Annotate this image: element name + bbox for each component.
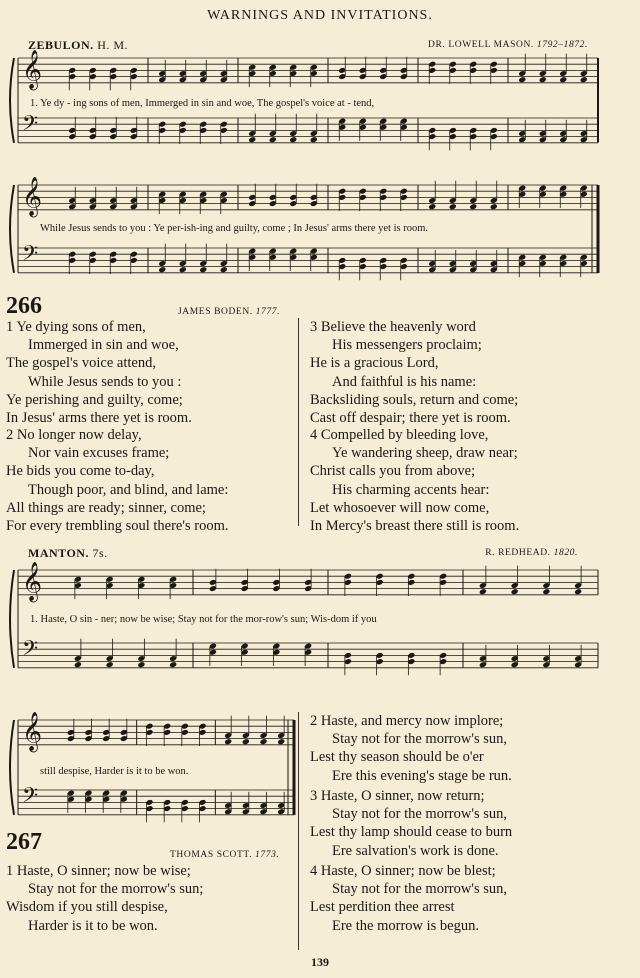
stanza-line: In Jesus' arms there yet is room. xyxy=(6,410,192,427)
bass-clef: 𝄢 xyxy=(22,783,38,813)
composer-dates: 1792–1872. xyxy=(536,40,588,50)
note-head xyxy=(479,588,487,595)
note-head xyxy=(106,661,114,668)
stanza-line: Christ calls you from above; xyxy=(310,463,476,480)
note-head xyxy=(289,136,297,143)
author-year: 1773. xyxy=(255,850,280,860)
note-head xyxy=(449,203,457,210)
stanza-266-4 xyxy=(310,426,519,535)
treble-clef: 𝄞 xyxy=(22,711,43,752)
column-divider xyxy=(298,712,299,950)
tune-composer-manton xyxy=(485,548,578,558)
note-head xyxy=(179,266,187,273)
note-head xyxy=(248,136,256,143)
tune-meter: 7s. xyxy=(92,546,108,560)
stanza-line: 1 Haste, O sinner; now be wise; xyxy=(6,863,191,879)
note-head xyxy=(580,76,588,83)
note-head xyxy=(539,76,547,83)
stanza-line: Harder is it to be won. xyxy=(28,917,158,934)
author-year: 1777. xyxy=(255,307,281,317)
stanza-line: 3 Haste, O sinner, now return; xyxy=(310,788,485,804)
note-head xyxy=(559,76,567,83)
stanza-line: Ere this evening's stage be run. xyxy=(332,767,512,784)
lyrics-underlay: 1. Ye dy - ing sons of men, Immerged in sin and woe, The gospel's voice at - tend, xyxy=(30,98,375,109)
stanza-line: Backsliding souls, return and come; xyxy=(310,391,519,408)
bass-clef: 𝄢 xyxy=(22,111,38,141)
stanza-267-3 xyxy=(310,787,512,860)
composer-dates: 1820. xyxy=(553,548,578,558)
stanza-line: 2 No longer now delay, xyxy=(6,427,142,443)
note-head xyxy=(224,738,232,745)
stanza-line: Though poor, and blind, and lame: xyxy=(28,481,229,498)
brace xyxy=(10,185,14,273)
stanza-267-4 xyxy=(310,862,507,935)
stanza-266-2 xyxy=(6,426,228,535)
stanza-line: Wisdom if you still despise, xyxy=(6,899,168,916)
column-divider xyxy=(298,318,299,526)
stanza-line: His messengers proclaim; xyxy=(332,337,482,354)
stanza-line: Lest thy lamp should cease to burn xyxy=(310,824,513,841)
brace xyxy=(10,720,14,815)
stanza-line: Ere the morrow is begun. xyxy=(332,917,479,934)
note-head xyxy=(259,738,267,745)
stanza-line: Ye wandering sheep, draw near; xyxy=(332,445,518,462)
stanza-line: He is a gracious Lord, xyxy=(310,355,439,372)
composer-name: R. REDHEAD. xyxy=(485,548,551,558)
brace xyxy=(10,570,14,668)
bass-clef: 𝄢 xyxy=(22,241,38,271)
hymn-number: 266 xyxy=(6,293,42,319)
stanza-266-3 xyxy=(310,318,518,427)
stanza-line: While Jesus sends to you : xyxy=(28,373,182,390)
note-head xyxy=(428,203,436,210)
tune-name: MANTON. xyxy=(28,546,89,560)
note-head xyxy=(511,588,519,595)
stanza-line: Ere salvation's work is done. xyxy=(332,842,499,859)
note-head xyxy=(169,661,177,668)
stanza-line: 2 Haste, and mercy now implore; xyxy=(310,713,504,729)
hymn-author xyxy=(170,850,279,860)
note-head xyxy=(269,136,277,143)
treble-clef: 𝄞 xyxy=(22,176,43,217)
stanza-line: 4 Compelled by bleeding love, xyxy=(310,427,489,443)
treble-clef: 𝄞 xyxy=(22,49,43,90)
author-name: JAMES BODEN. xyxy=(178,307,253,317)
note-head xyxy=(137,661,145,668)
note-head xyxy=(158,266,166,273)
stanza-line: Stay not for the morrow's sun, xyxy=(332,806,507,823)
stanza-line: The gospel's voice attend, xyxy=(6,355,156,372)
note-head xyxy=(220,266,228,273)
stanza-line: Cast off despair; there yet is room. xyxy=(310,410,511,427)
stanza-267-1 xyxy=(6,862,203,935)
stanza-line: And faithful is his name: xyxy=(332,373,477,390)
tune-name: ZEBULON. xyxy=(28,38,94,52)
stanza-line: Immerged in sin and woe, xyxy=(28,337,179,354)
lyrics-underlay: While Jesus sends to you : Ye per-ish-ing and guilty, come ; In Jesus' arms there yet is room. xyxy=(40,223,428,234)
brace xyxy=(10,58,14,143)
hymn-author xyxy=(178,307,280,317)
stanza-line: 3 Believe the heavenly word xyxy=(310,319,476,335)
stanza-line: His charming accents hear: xyxy=(332,481,490,498)
note-head xyxy=(242,738,250,745)
stanza-line: For every trembling soul there's room. xyxy=(6,518,229,535)
stanza-266-1 xyxy=(6,318,192,427)
stanza-line: Lest thy season should be o'er xyxy=(310,749,484,766)
stanza-line: Ye perishing and guilty, come; xyxy=(6,391,183,408)
note-head xyxy=(518,76,526,83)
stanza-line: Stay not for the morrow's sun; xyxy=(28,881,204,898)
lyrics-underlay: 1. Haste, O sin - ner; now be wise; Stay not for the mor-row's sun; Wis-dom if you xyxy=(30,614,377,625)
stanza-line: He bids you come to-day, xyxy=(6,463,155,480)
hymn-number: 267 xyxy=(6,829,42,855)
composer-name: DR. LOWELL MASON. xyxy=(427,40,534,50)
author-name: THOMAS SCOTT. xyxy=(170,850,253,860)
tune-title-manton xyxy=(28,546,108,561)
note-head xyxy=(490,203,498,210)
stanza-line: Nor vain excuses frame; xyxy=(28,445,170,462)
stanza-267-2 xyxy=(310,712,512,785)
stanza-line: Stay not for the morrow's sun, xyxy=(332,731,507,748)
note-head xyxy=(199,266,207,273)
note-head xyxy=(310,136,318,143)
note-head xyxy=(542,588,550,595)
bass-clef: 𝄢 xyxy=(22,636,38,666)
treble-clef: 𝄞 xyxy=(22,561,43,602)
stanza-line: 1 Ye dying sons of men, xyxy=(6,319,146,335)
stanza-line: 4 Haste, O sinner; now be blest; xyxy=(310,863,496,879)
lyrics-underlay: still despise, Harder is it to be won. xyxy=(40,766,189,777)
stanza-line: Lest perdition thee arrest xyxy=(310,899,455,916)
note-head xyxy=(574,588,582,595)
note-head xyxy=(74,661,82,668)
page-number: 139 xyxy=(311,955,329,969)
stanza-line: Let whosoever will now come, xyxy=(310,499,490,516)
stanza-line: Stay not for the morrow's sun, xyxy=(332,881,507,898)
tune-meter: H. M. xyxy=(97,38,129,52)
stanza-line: All things are ready; sinner, come; xyxy=(6,499,206,516)
stanza-line: In Mercy's breast there still is room. xyxy=(310,518,520,535)
note-head xyxy=(469,203,477,210)
page-header: WARNINGS AND INVITATIONS. xyxy=(207,8,433,23)
note-head xyxy=(277,738,285,745)
